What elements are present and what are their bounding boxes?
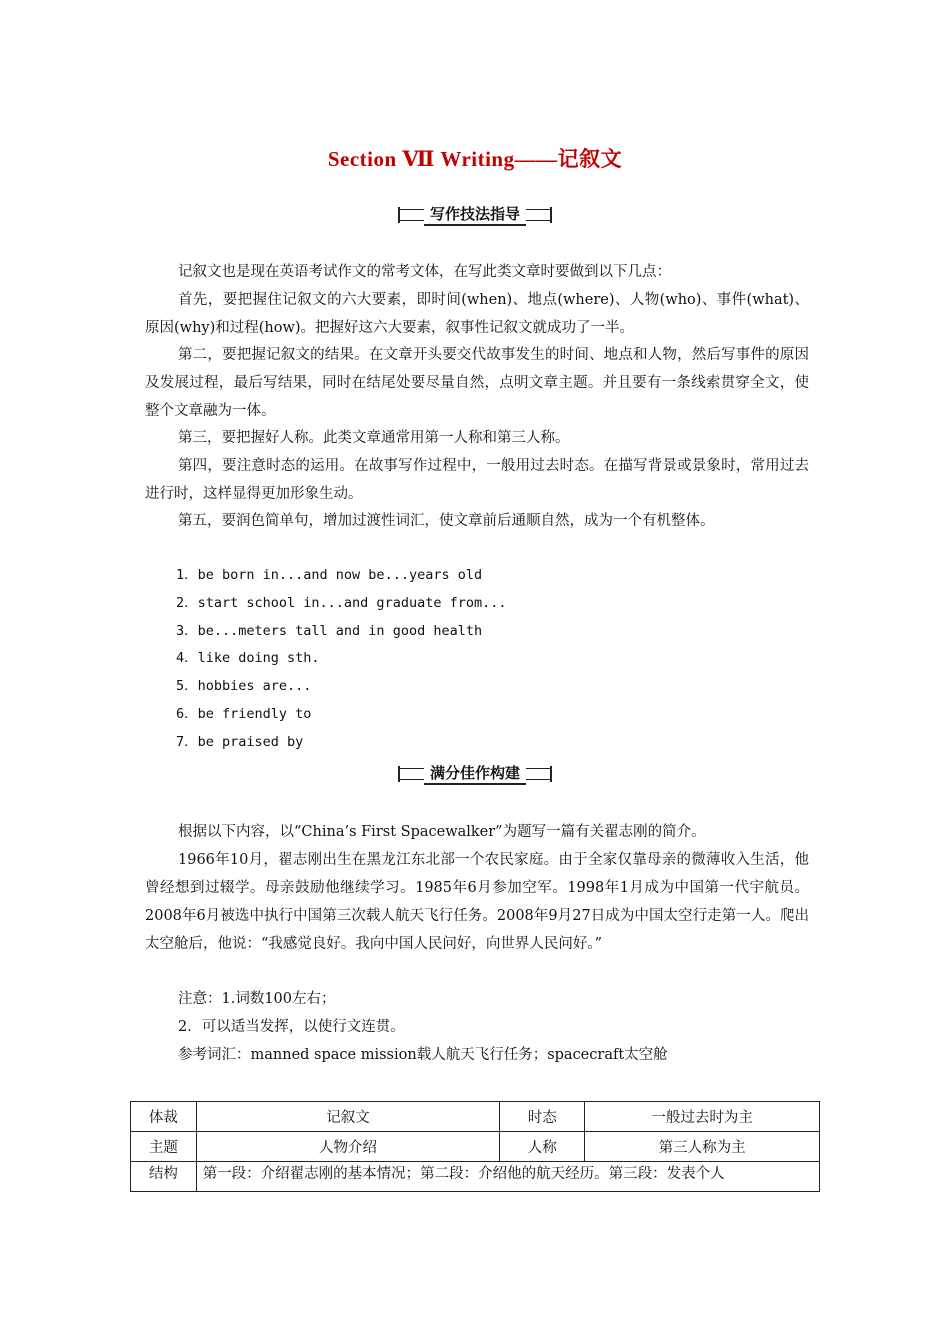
list-item: 5．hobbies are... [176, 678, 312, 695]
banner-right-tick [550, 207, 552, 223]
banner-left-line [400, 209, 424, 221]
banner-label: 满分佳作构建 [424, 763, 526, 785]
banner-right-line [526, 209, 550, 221]
table-cell: 体裁 [131, 1102, 197, 1132]
list-item: 4．like doing sth. [176, 650, 320, 667]
task-paragraph: 2．可以适当发挥，以使行文连贯。 [178, 1019, 405, 1035]
intro-paragraph: 第二，要把握记叙文的结果。在文章开头要交代故事发生的时间、地点和人物，然后写事件的原因及发展过程，最后写结果，同时在结尾处要尽量自然，点明文章主题。并且要有一条线索贯穿全文，使整个文章融为一体。 [145, 347, 809, 419]
outline-table [130, 1101, 820, 1192]
table-cell: 结构 [131, 1162, 197, 1192]
table-cell: 人称 [500, 1132, 585, 1162]
list-item: 6．be friendly to [176, 705, 312, 722]
table-cell: 记叙文 [196, 1102, 500, 1132]
task-paragraph: 根据以下内容，以“China’s First Spacewalker”为题写一篇有关翟志刚的简介。 [178, 824, 706, 840]
section-banner-model-essay [0, 762, 950, 786]
table-cell: 人物介绍 [196, 1132, 500, 1162]
task-paragraph: 参考词汇：manned space mission载人航天飞行任务；spacecraft太空舱 [178, 1047, 668, 1063]
list-item: 7．be praised by [176, 733, 304, 750]
intro-paragraph: 第五，要润色简单句，增加过渡性词汇，使文章前后通顺自然，成为一个有机整体。 [178, 513, 715, 529]
banner-left-line [400, 768, 424, 780]
table-cell: 第一段：介绍翟志刚的基本情况；第二段：介绍他的航天经历。第三段：发表个人 [196, 1162, 819, 1192]
task-paragraph: 1966年10月，翟志刚出生在黑龙江东北部一个农民家庭。由于全家仅靠母亲的微薄收入生活，他曾经想到过辍学。母亲鼓励他继续学习。1985年6月参加空军。1998年1月成为中国第一代宇航员。2008年6月被选中执行中国第三次载人航天飞行任务。2008年9月27日成为中国太空行走第一人。爬出太空舱后，他说：“我感觉良好。我向中国人民问好，向世界人民问好。” [145, 852, 809, 952]
banner-right-tick [550, 766, 552, 782]
intro-paragraph: 首先，要把握住记叙文的六大要素，即时间(when)、地点(where)、人物(who)、事件(what)、原因(why)和过程(how)。把握好这六大要素，叙事性记叙文就成功了一半。 [145, 292, 809, 336]
table-row [131, 1162, 820, 1192]
intro-paragraph: 第四，要注意时态的运用。在故事写作过程中，一般用过去时态。在描写背景或景象时，常用过去进行时，这样显得更加形象生动。 [145, 458, 809, 502]
table-cell: 一般过去时为主 [585, 1102, 820, 1132]
intro-paragraph: 记叙文也是现在英语考试作文的常考文体，在写此类文章时要做到以下几点： [178, 264, 671, 280]
table-row [131, 1102, 820, 1132]
intro-paragraph: 第三，要把握好人称。此类文章通常用第一人称和第三人称。 [178, 430, 570, 446]
page-title: Section Ⅶ Writing——记叙文 [327, 147, 623, 171]
banner-right-line [526, 768, 550, 780]
table-cell: 第三人称为主 [585, 1132, 820, 1162]
list-item: 1．be born in...and now be...years old [176, 567, 483, 583]
banner-label: 写作技法指导 [424, 204, 526, 226]
section-banner-writing-tips [0, 203, 950, 227]
list-item: 3．be...meters tall and in good health [176, 622, 483, 639]
table-cell: 主题 [131, 1132, 197, 1162]
list-item: 2．start school in...and graduate from... [176, 594, 507, 611]
task-paragraph: 注意：1.词数100左右； [178, 991, 336, 1007]
phrase-list [176, 562, 506, 757]
table-row [131, 1132, 820, 1162]
table-cell: 时态 [500, 1102, 585, 1132]
